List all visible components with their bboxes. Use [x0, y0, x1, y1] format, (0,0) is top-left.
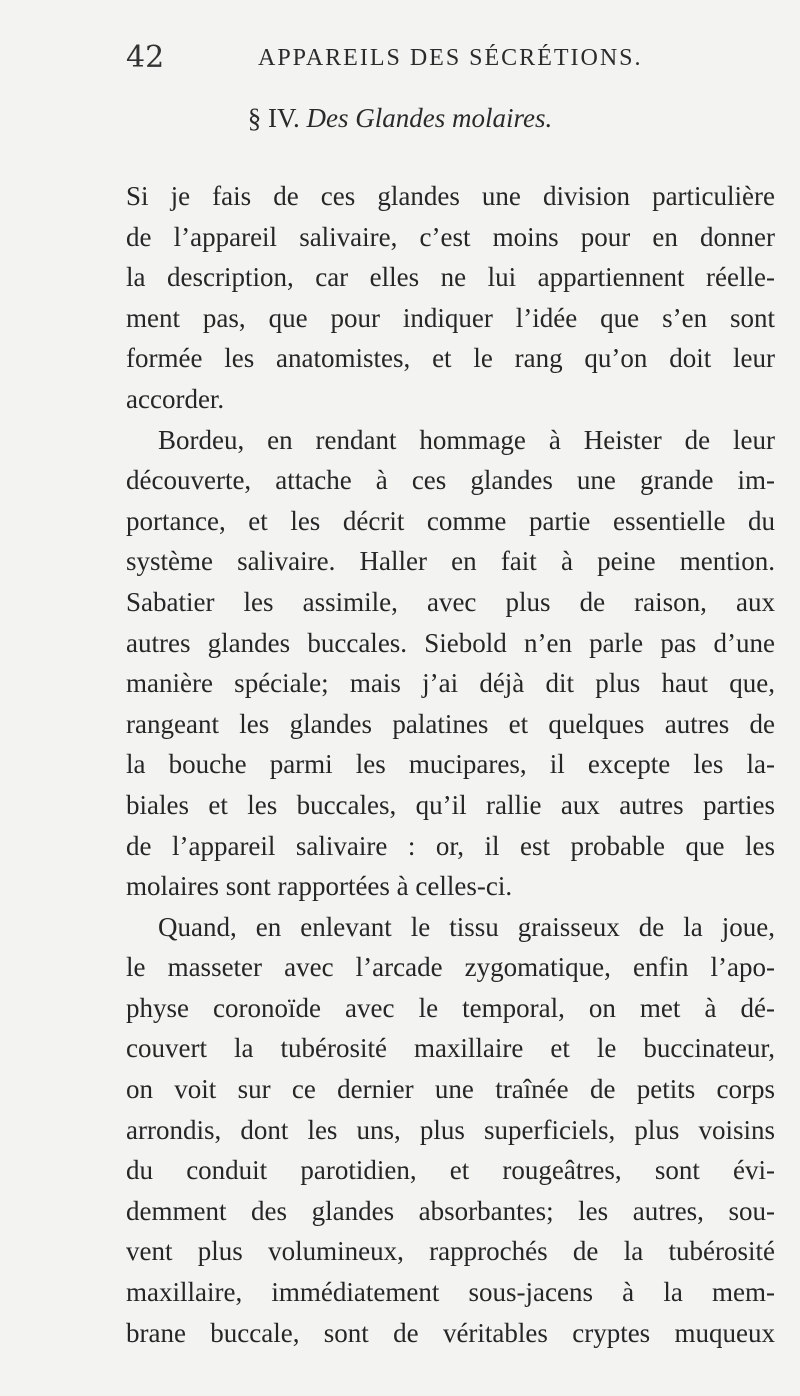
text-line: manière spéciale; mais j’ai déjà dit plus haut que, [126, 668, 775, 699]
text-line: physe coronoïde avec le temporal, on met à dé- [126, 992, 775, 1023]
text-line: système salivaire. Haller en fait à peine mention. [126, 546, 775, 577]
text-line: formée les anatomistes, et le rang qu’on doit leur [126, 343, 775, 374]
text-line: arrondis, dont les uns, plus superficiels, plus voisins [126, 1114, 775, 1145]
text-line: biales et les buccales, qu’il rallie aux autres parties [126, 789, 775, 820]
text-line: accorder. [126, 383, 225, 414]
text-line: brane buccale, sont de véritables cryptes muqueux [126, 1317, 775, 1348]
text-line: vent plus volumineux, rapprochés de la tubérosité [126, 1236, 775, 1267]
text-line: Quand, en enlevant le tissu graisseux de la joue, [158, 911, 775, 942]
section-number: § IV. [247, 103, 300, 133]
text-line: Si je fais de ces glandes une division particulière [126, 181, 775, 211]
text-line: la description, car elles ne lui appartiennent réelle- [126, 262, 775, 293]
text-line: la bouche parmi les mucipares, il excepte les la- [126, 749, 775, 780]
text-line: de l’appareil salivaire : or, il est probable que les [126, 830, 775, 861]
text-line: Bordeu, en rendant hommage à Heister de leur [158, 424, 775, 455]
body-text [126, 176, 775, 1353]
running-head [126, 38, 674, 78]
text-line: portance, et les décrit comme partie essentielle du [126, 505, 775, 536]
text-line: on voit sur ce dernier une traînée de petits corps [126, 1074, 775, 1105]
text-line: de l’appareil salivaire, c’est moins pour en donner [126, 221, 775, 252]
text-line: du conduit parotidien, et rougeâtres, sont évi- [126, 1155, 775, 1186]
page-number: 42 [126, 40, 165, 75]
text-line: ment pas, que pour indiquer l’idée que s’en sont [126, 302, 775, 333]
text-line: le masseter avec l’arcade zygomatique, enfin l’apo- [126, 952, 775, 983]
text-line: autres glandes buccales. Siebold n’en parle pas d’une [126, 627, 775, 658]
section-title: Des Glandes molaires. [306, 103, 553, 133]
text-line: molaires sont rapportées à celles-ci. [126, 871, 513, 902]
text-line: rangeant les glandes palatines et quelques autres de [126, 708, 775, 739]
text-line: demment des glandes absorbantes; les autres, sou- [126, 1195, 775, 1226]
section-heading [0, 100, 800, 136]
text-line: découverte, attache à ces glandes une grande im- [126, 465, 775, 496]
text-line: maxillaire, immédiatement sous-jacens à la mem- [126, 1277, 775, 1308]
text-line: Sabatier les assimile, avec plus de raison, aux [126, 586, 775, 617]
running-title: APPAREILS DES SÉCRÉTIONS. [258, 45, 643, 71]
text-line: couvert la tubérosité maxillaire et le buccinateur, [126, 1033, 775, 1064]
